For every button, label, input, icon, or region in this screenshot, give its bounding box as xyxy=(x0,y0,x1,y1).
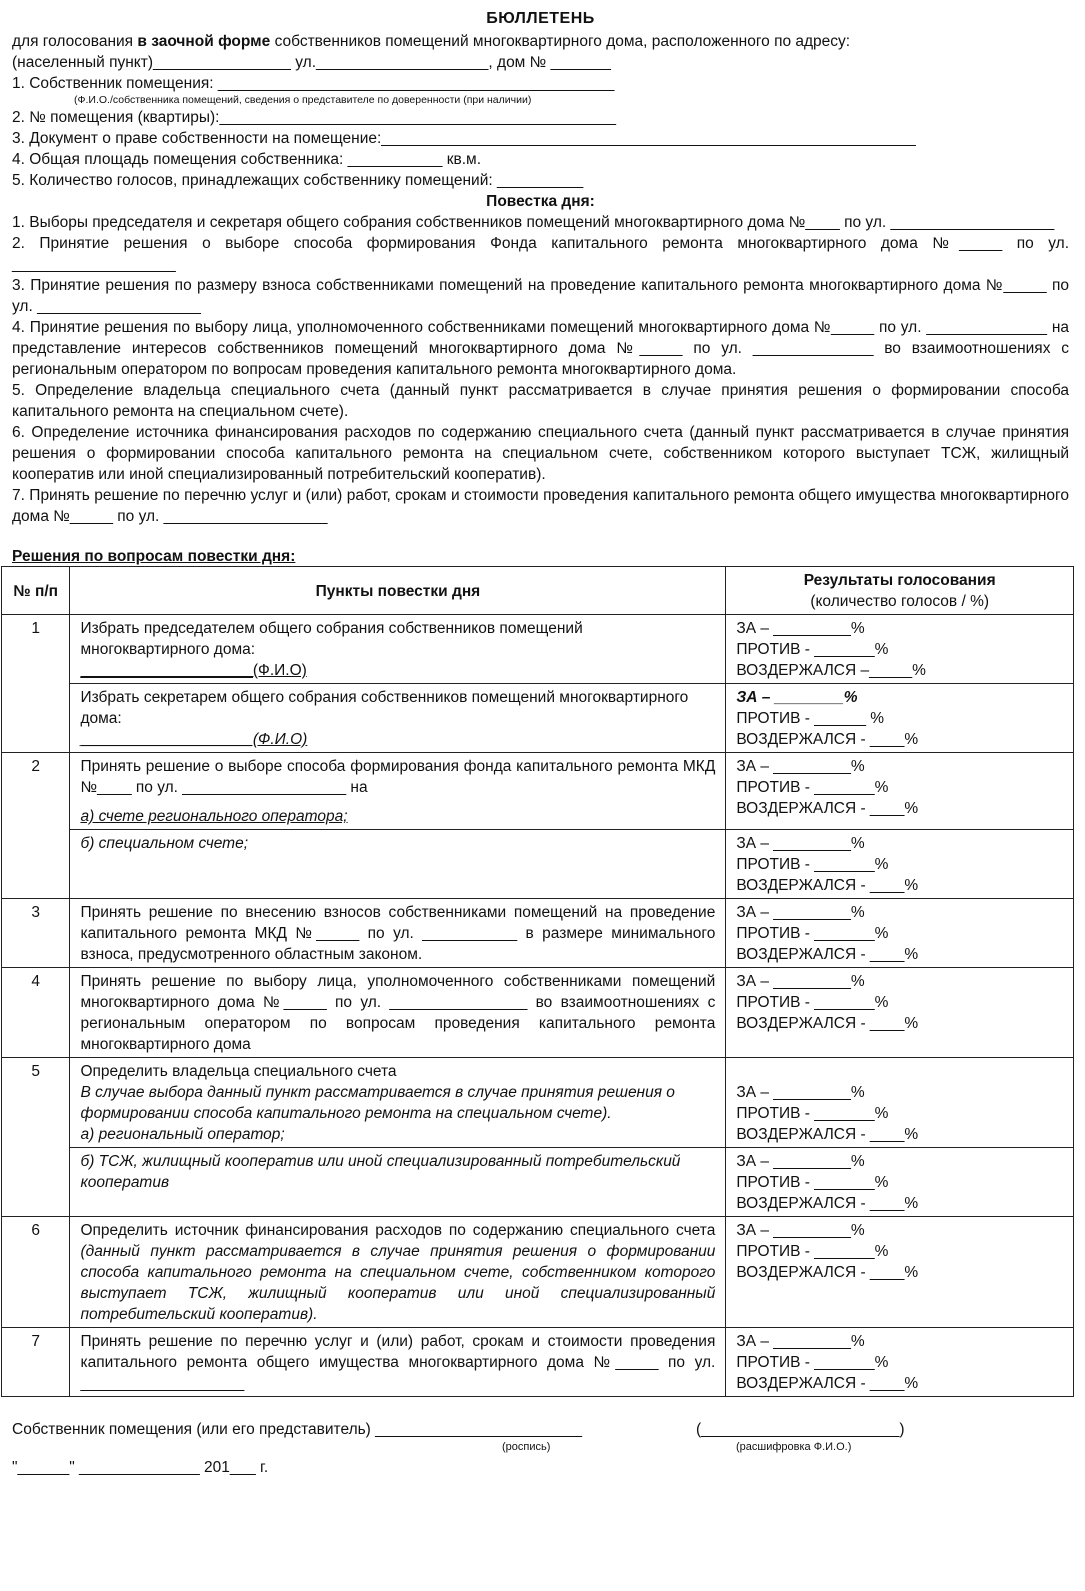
results-cell xyxy=(726,899,1074,968)
decode-field[interactable]: (_______________________) xyxy=(696,1421,905,1438)
col-items-header: Пункты повестки дня xyxy=(70,567,726,615)
agenda-cell xyxy=(70,1217,726,1328)
intro-suffix: собственников помещений многоквартирного дома, расположенного по адресу: xyxy=(270,33,851,50)
vote-against[interactable]: ПРОТИВ - _______% xyxy=(736,856,889,873)
option-b: б) специальном счете; xyxy=(80,835,249,852)
results-cell xyxy=(726,968,1074,1058)
intro-prefix: для голосования xyxy=(12,33,138,50)
option-a: а) региональный оператор; xyxy=(80,1126,285,1143)
decode-label: (расшифровка Ф.И.О.) xyxy=(736,1441,852,1453)
agenda-text: Принять решение по выбору лица, уполномоченного собственниками помещений многоквартирного дома №_____ по ул. ________________ во взаимоотношениях с региональным оператором по вопросам проведения капитального ремонта многоквартирного дома xyxy=(70,968,726,1058)
agenda-item: 1. Выборы председателя и секретаря общего собрания собственников помещений многоквартирного дома №____ по ул. ___________________ xyxy=(12,214,1055,231)
results-cell xyxy=(726,615,1074,684)
agenda-cell xyxy=(70,1148,726,1217)
row-num: 3 xyxy=(2,899,70,968)
vote-against[interactable]: ПРОТИВ - _______% xyxy=(736,925,889,942)
table-row xyxy=(2,968,1074,1058)
results-cell xyxy=(726,1217,1074,1328)
results-header-title: Результаты голосования xyxy=(803,572,996,589)
vote-for[interactable]: ЗА – ________% xyxy=(736,689,858,706)
agenda-text: Определить источник финансирования расходов по содержанию специального счета xyxy=(80,1222,716,1239)
table-row xyxy=(2,615,1074,684)
agenda-text: Принять решение о выборе способа формирования фонда капитального ремонта МКД №____ по ул. ___________________ на xyxy=(80,758,716,796)
agenda-cell xyxy=(70,830,726,899)
agenda-cell xyxy=(70,615,726,684)
table-row xyxy=(2,1217,1074,1328)
vote-for[interactable]: ЗА – _________% xyxy=(736,1084,865,1101)
field-ownership-doc[interactable]: 3. Документ о праве собственности на помещение:______________________________________________________________ xyxy=(12,130,916,147)
fio-field[interactable]: ____________________(Ф.И.О) xyxy=(80,662,307,679)
agenda-cell xyxy=(70,1058,726,1148)
vote-abstain[interactable]: ВОЗДЕРЖАЛСЯ - ____% xyxy=(736,877,919,894)
agenda-text: Принять решение по внесению взносов собственниками помещений на проведение капитального ремонта МКД №_____ по ул. ___________ в размере минимального взноса, предусмотренного областным законом. xyxy=(70,899,726,968)
vote-for[interactable]: ЗА – _________% xyxy=(736,835,865,852)
vote-abstain[interactable]: ВОЗДЕРЖАЛСЯ - ____% xyxy=(736,800,919,817)
vote-against[interactable]: ПРОТИВ - _______% xyxy=(736,1354,889,1371)
agenda-text: Избрать председателем общего собрания собственников помещений многоквартирного дома: xyxy=(80,620,583,658)
col-num-header: № п/п xyxy=(2,567,70,615)
fio-field[interactable]: ____________________(Ф.И.О) xyxy=(80,731,308,748)
intro-text xyxy=(12,31,1069,52)
agenda-item: 5. Определение владельца специального счета (данный пункт рассматривается в случае принятия решения о формировании способа капитального ремонта на специальном счете). xyxy=(12,382,1069,420)
option-b: б) ТСЖ, жилищный кооператив или иной специализированный потребительский кооператив xyxy=(80,1153,681,1191)
table-row xyxy=(2,753,1074,830)
table-row xyxy=(2,1148,1074,1217)
table-header-row xyxy=(2,567,1074,615)
vote-abstain[interactable]: ВОЗДЕРЖАЛСЯ - ____% xyxy=(736,1015,919,1032)
decisions-title: Решения по вопросам повестки дня: xyxy=(12,548,296,565)
results-cell xyxy=(726,753,1074,830)
results-cell xyxy=(726,1058,1074,1148)
row-num: 5 xyxy=(2,1058,70,1217)
date-field[interactable]: "______" ______________ 201___ г. xyxy=(12,1459,269,1476)
agenda-note: (данный пункт рассматривается в случае принятия решения о формировании способа капитального ремонта на специальном счете, собственником которого выступает ТСЖ, жилищный кооператив или иной специализированный потребительский кооператив). xyxy=(80,1243,716,1323)
vote-abstain[interactable]: ВОЗДЕРЖАЛСЯ - ____% xyxy=(736,1195,919,1212)
vote-against[interactable]: ПРОТИВ - _______% xyxy=(736,1105,889,1122)
signature-label: (роспись) xyxy=(502,1441,551,1453)
vote-against[interactable]: ПРОТИВ - _______% xyxy=(736,641,889,658)
vote-abstain[interactable]: ВОЗДЕРЖАЛСЯ - ____% xyxy=(736,946,919,963)
row-num: 4 xyxy=(2,968,70,1058)
vote-abstain[interactable]: ВОЗДЕРЖАЛСЯ –_____% xyxy=(736,662,926,679)
agenda-cell xyxy=(70,753,726,830)
table-row xyxy=(2,1058,1074,1148)
row-num: 1 xyxy=(2,615,70,753)
agenda-item: 2. Принятие решения о выборе способа формирования Фонда капитального ремонта многоквартирного дома №_____ по ул. ___________________ xyxy=(12,235,1069,273)
table-row xyxy=(2,1328,1074,1397)
field-area[interactable]: 4. Общая площадь помещения собственника: ___________ кв.м. xyxy=(12,151,482,168)
intro-form: в заочной форме xyxy=(137,33,271,50)
agenda-item: 4. Принятие решения по выбору лица, уполномоченного собственниками помещений многоквартирного дома №_____ по ул. ______________ на представление интересов собственников помещений многоквартирного дома №_____ по ул. ______________ во взаимоотношениях с региональным оператором по вопросам проведения капитального ремонта многоквартирного дома. xyxy=(12,319,1069,378)
signature-footer xyxy=(12,1419,1069,1509)
results-cell xyxy=(726,684,1074,753)
vote-abstain[interactable]: ВОЗДЕРЖАЛСЯ - ____% xyxy=(736,1375,919,1392)
address-line: (населенный пункт)________________ ул.____________________, дом № _______ xyxy=(12,54,611,71)
vote-for[interactable]: ЗА – _________% xyxy=(736,1333,865,1350)
agenda-text: Принять решение по перечню услуг и (или) работ, срокам и стоимости проведения капитального ремонта общего имущества многоквартирного дома №_____ по ул. ___________________ xyxy=(70,1328,726,1397)
vote-abstain[interactable]: ВОЗДЕРЖАЛСЯ - ____% xyxy=(736,1264,919,1281)
row-num: 7 xyxy=(2,1328,70,1397)
option-a: а) счете регионального оператора; xyxy=(80,808,348,825)
results-cell xyxy=(726,830,1074,899)
table-row xyxy=(2,830,1074,899)
vote-against[interactable]: ПРОТИВ - _______% xyxy=(736,994,889,1011)
vote-for[interactable]: ЗА – _________% xyxy=(736,758,865,775)
agenda-text: Избрать секретарем общего собрания собственников помещений многоквартирного дома: xyxy=(80,689,689,727)
results-header-sub: (количество голосов / %) xyxy=(810,593,990,610)
vote-for[interactable]: ЗА – _________% xyxy=(736,973,865,990)
agenda-item: 7. Принять решение по перечню услуг и (или) работ, срокам и стоимости проведения капитального ремонта общего имущества многоквартирного дома №_____ по ул. ___________________ xyxy=(12,487,1069,525)
vote-against[interactable]: ПРОТИВ - _______% xyxy=(736,1243,889,1260)
results-cell xyxy=(726,1148,1074,1217)
vote-for[interactable]: ЗА – _________% xyxy=(736,904,865,921)
owner-note: (Ф.И.О./собственника помещений, сведения о представителе по доверенности (при наличии) xyxy=(74,94,532,106)
field-owner[interactable]: 1. Собственник помещения: ______________________________________________ xyxy=(12,75,615,92)
table-row xyxy=(2,684,1074,753)
vote-against[interactable]: ПРОТИВ - ______ % xyxy=(736,710,885,727)
field-apartment[interactable]: 2. № помещения (квартиры):______________________________________________ xyxy=(12,109,617,126)
agenda-item: 6. Определение источника финансирования расходов по содержанию специального счета (данный пункт рассматривается в случае принятия решения о формировании способа капитального ремонта на специальном счете, собственником которого выступает ТСЖ, жилищный кооператив или иной специализированный потребительский кооператив). xyxy=(12,424,1069,483)
agenda-cell xyxy=(70,684,726,753)
vote-for[interactable]: ЗА – _________% xyxy=(736,1153,865,1170)
agenda-note: В случае выбора данный пункт рассматривается в случае принятия решения о формировании способа капитального ремонта на специальном счете). xyxy=(80,1084,675,1122)
field-votes-count[interactable]: 5. Количество голосов, принадлежащих собственнику помещений: __________ xyxy=(12,172,584,189)
vote-against[interactable]: ПРОТИВ - _______% xyxy=(736,1174,889,1191)
decisions-table xyxy=(1,566,1074,1397)
col-results-header xyxy=(726,567,1074,615)
owner-signature-field[interactable]: Собственник помещения (или его представитель) ________________________ xyxy=(12,1421,583,1438)
results-cell xyxy=(726,1328,1074,1397)
agenda-item: 3. Принятие решения по размеру взноса собственниками помещений на проведение капитального ремонта многоквартирного дома №_____ по ул. ___________________ xyxy=(12,277,1069,315)
row-num: 6 xyxy=(2,1217,70,1328)
agenda-title: Повестка дня: xyxy=(486,193,595,210)
signature-row xyxy=(12,1419,1072,1440)
vote-for[interactable]: ЗА – _________% xyxy=(736,620,865,637)
row-num: 2 xyxy=(2,753,70,899)
vote-against[interactable]: ПРОТИВ - _______% xyxy=(736,779,889,796)
agenda-text: Определить владельца специального счета xyxy=(80,1063,397,1080)
table-row xyxy=(2,899,1074,968)
vote-abstain[interactable]: ВОЗДЕРЖАЛСЯ - ____% xyxy=(736,1126,919,1143)
vote-for[interactable]: ЗА – _________% xyxy=(736,1222,865,1239)
vote-abstain[interactable]: ВОЗДЕРЖАЛСЯ - ____% xyxy=(736,731,919,748)
page-title: БЮЛЛЕТЕНЬ xyxy=(486,10,595,27)
